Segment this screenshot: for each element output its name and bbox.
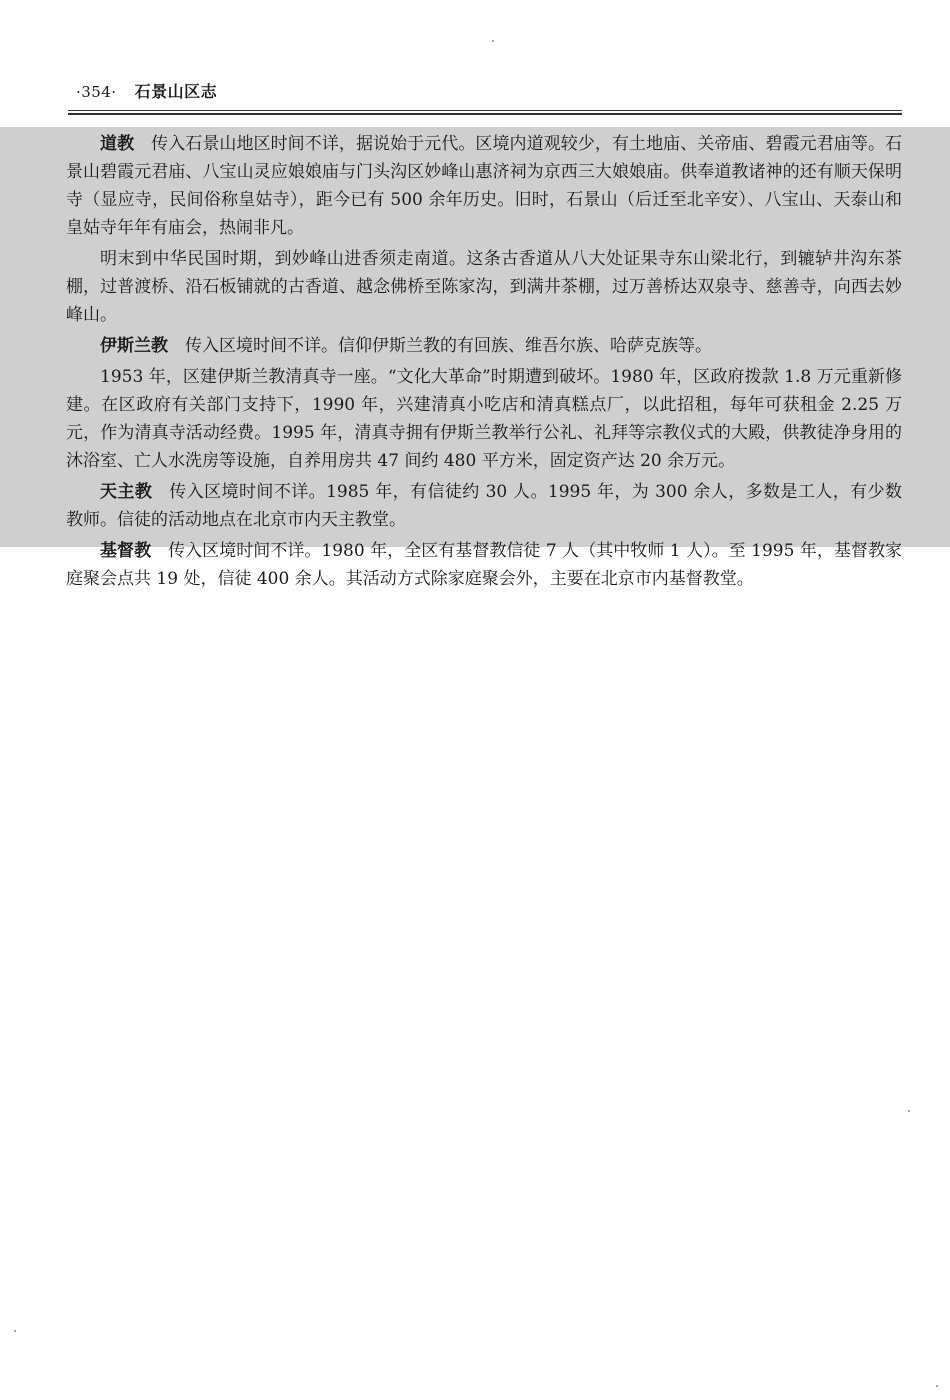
running-head xyxy=(76,79,217,102)
term-protestantism: 基督教 xyxy=(100,541,152,561)
book-title: 石景山区志 xyxy=(134,82,218,101)
paragraph-catholicism xyxy=(66,478,902,534)
paragraph-text: 传入区境时间不详。1985 年，有信徒约 30 人。1995 年，为 300 余人，多数是工人，有少数教师。信徒的活动地点在北京市内天主教堂。 xyxy=(66,482,903,530)
term-islam: 伊斯兰教 xyxy=(100,336,168,356)
paragraph-text: 明末到中华民国时期，到妙峰山进香须走南道。这条古香道从八大处证果寺东山梁北行，到辘轳井沟东茶棚，过普渡桥、沿石板铺就的古香道、越念佛桥至陈家沟，到满井茶棚，过万善桥达双泉寺、慈善寺，向西去妙峰山。 xyxy=(66,249,902,325)
scan-speck xyxy=(908,1110,910,1112)
body-text xyxy=(66,130,902,596)
scan-speck xyxy=(14,1330,16,1332)
paragraph-islam xyxy=(66,332,902,360)
paragraph-text: 传入区境时间不详。信仰伊斯兰教的有回族、维吾尔族、哈萨克族等。 xyxy=(185,336,712,356)
paragraph-text: 1953 年，区建伊斯兰教清真寺一座。“文化大革命”时期遭到破坏。1980 年，区政府拨款 1.8 万元重新修建。在区政府有关部门支持下，1990 年，兴建清真小吃店和清真糕点厂，以此招租，每年可获租金 2.25 万元，作为清真寺活动经费。1995 年，清真寺拥有伊斯兰教举行公礼、礼拜等宗教仪式的大殿，供教徒净身用的沐浴室、亡人水洗房等设施，自养用房共 47 间约 480 平方米，固定资产达 20 余万元。 xyxy=(66,367,902,471)
paragraph-mosque xyxy=(66,363,902,475)
paragraph-protestantism xyxy=(66,537,902,593)
header-rule xyxy=(68,110,902,115)
paragraph-text: 传入石景山地区时间不详，据说始于元代。区境内道观较少，有土地庙、关帝庙、碧霞元君庙等。石景山碧霞元君庙、八宝山灵应娘娘庙与门头沟区妙峰山惠济祠为京西三大娘娘庙。供奉道教诸神的还有顺天保明寺（显应寺，民间俗称皇姑寺），距今已有 500 余年历史。旧时，石景山（后迁至北辛安）、八宝山、天泰山和皇姑寺年年有庙会，热闹非凡。 xyxy=(66,134,903,238)
page-number: ·354· xyxy=(76,83,117,101)
paragraph-taoism xyxy=(66,130,902,242)
scan-speck xyxy=(492,40,494,42)
paragraph-text: 传入区境时间不详。1980 年，全区有基督教信徒 7 人（其中牧师 1 人）。至 1995 年，基督教家庭聚会点共 19 处，信徒 400 余人。其活动方式除家庭聚会外，主要在北京市内基督教堂。 xyxy=(66,541,903,589)
term-catholicism: 天主教 xyxy=(100,482,153,502)
paragraph-pilgrimage-road xyxy=(66,245,902,329)
scan-speck xyxy=(936,1385,938,1387)
term-taoism: 道教 xyxy=(100,134,135,154)
